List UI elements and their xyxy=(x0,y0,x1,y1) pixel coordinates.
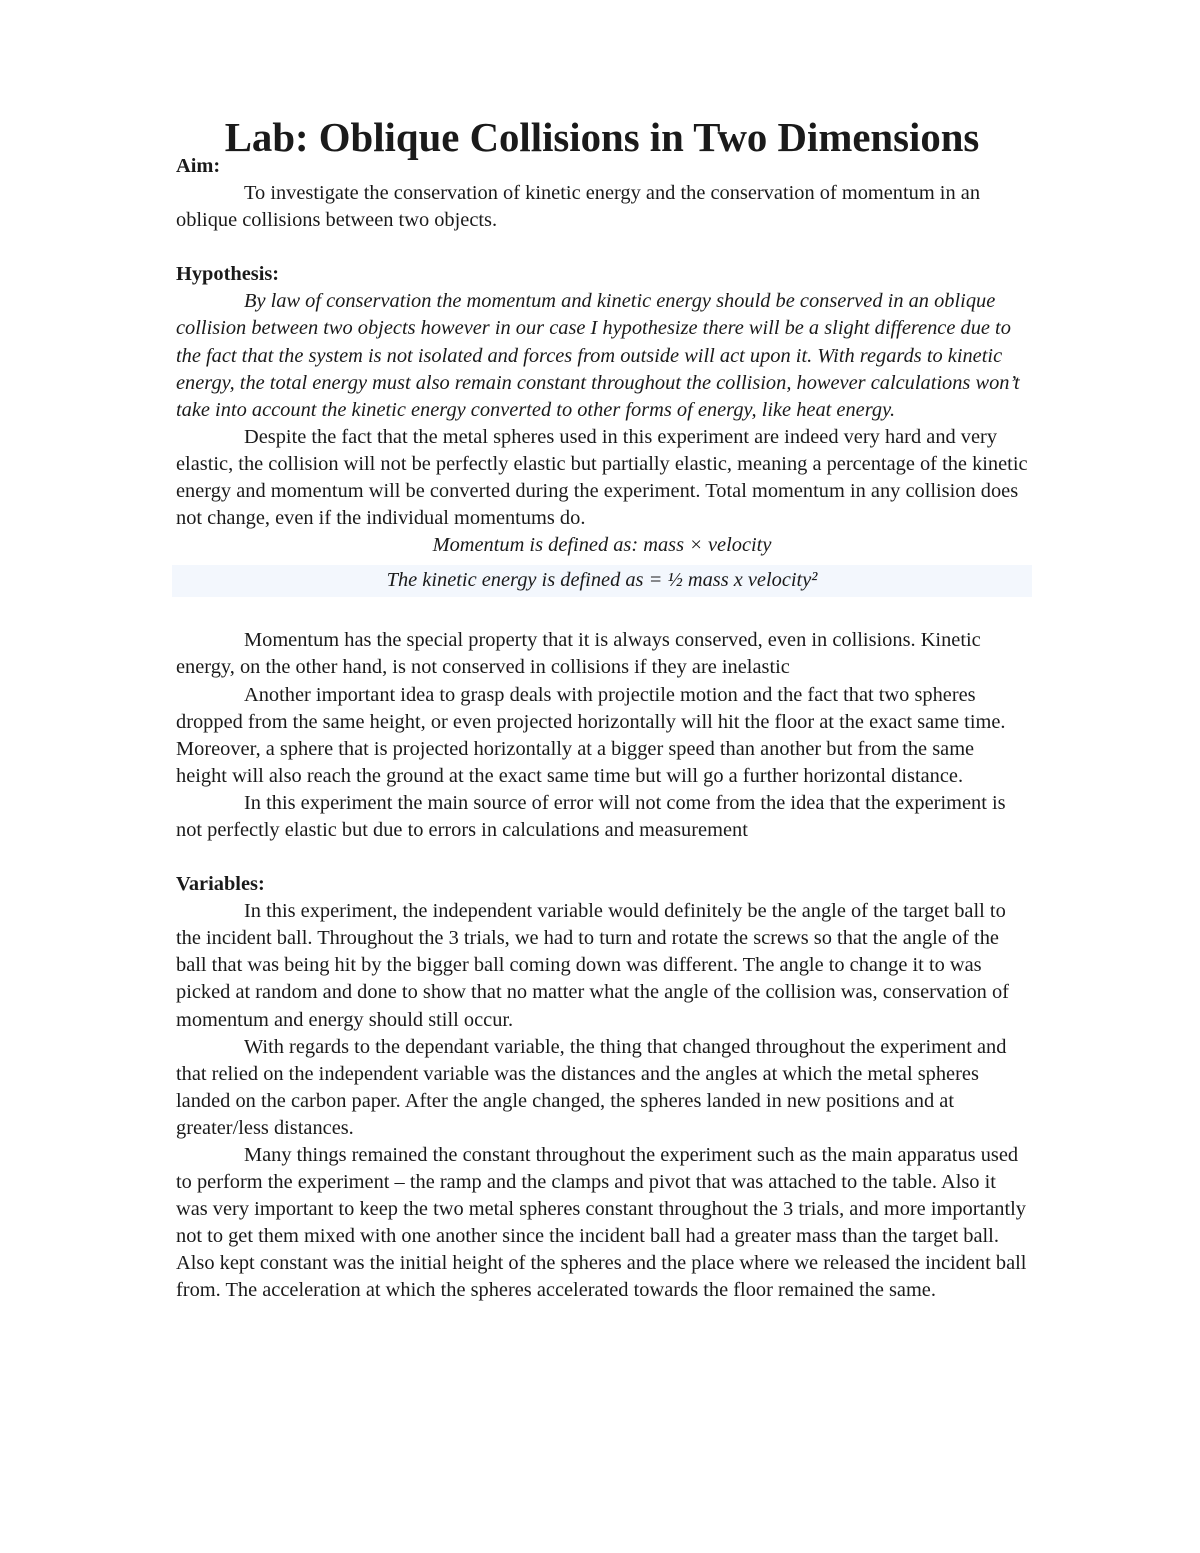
document-title: Lab: Oblique Collisions in Two Dimensions xyxy=(224,115,980,160)
aim-section xyxy=(176,153,1028,234)
momentum-formula: Momentum is defined as: mass × velocity xyxy=(432,534,772,557)
variables-paragraph-1: In this experiment, the independent variable would definitely be the angle of the target ball to the incident ball. Throughout the 3 trials, we had to turn and rotate the screws so that the angle of the ball that was being hit by the bigger ball coming down was different. The angle to change it to was picked at random and done to show that no matter what the angle of the collision was, conservation of momentum and energy should still occur. xyxy=(176,900,1009,1031)
hypothesis-paragraph-1: By law of conservation the momentum and kinetic energy should be conserved in an oblique collision between two objects however in our case I hypothesize there will be a slight difference due to the fact that the system is not isolated and forces from outside will act upon it. With regards to kinetic energy, the total energy must also remain constant throughout the collision, however calculations won’t take into account the kinetic energy converted to other forms of energy, like heat energy. xyxy=(176,290,1020,421)
kinetic-energy-formula-band xyxy=(172,565,1032,597)
variables-section xyxy=(176,871,1028,1305)
section-spacer xyxy=(176,844,1028,871)
variables-paragraph-2: With regards to the dependant variable, the thing that changed throughout the experiment and that relied on the independent variable was the distances and the angles at which the metal spheres landed on the carbon paper. After the angle changed, the spheres landed in new positions and at greater/less distances. xyxy=(176,1035,1007,1139)
aim-heading: Aim: xyxy=(176,155,221,177)
hypothesis-paragraph-5: In this experiment the main source of error will not come from the idea that the experiment is not perfectly elastic but due to errors in calculations and measurement xyxy=(176,791,1006,841)
hypothesis-paragraph-2: Despite the fact that the metal spheres used in this experiment are indeed very hard and very elastic, the collision will not be perfectly elastic but partially elastic, meaning a percentage of the kinetic energy and momentum will be converted during the experiment. Total momentum in any collision does not change, even if the individual momentums do. xyxy=(176,425,1028,530)
hypothesis-section xyxy=(176,261,1028,844)
hypothesis-paragraph-3: Momentum has the special property that it is always conserved, even in collisions. Kinetic energy, on the other hand, is not conserved in collisions if they are inelastic xyxy=(176,629,981,679)
variables-heading: Variables: xyxy=(176,873,265,896)
formula-spacer xyxy=(176,597,1028,627)
section-spacer xyxy=(176,234,1028,261)
variables-paragraph-3: Many things remained the constant throughout the experiment such as the main apparatus used to perform the experiment – the ramp and the clamps and pivot that was attached to the table. Also it was very important to keep the two metal spheres constant throughout the 3 trials, and more importantly not to get them mixed with one another since the incident ball had a greater mass than the target ball. Also kept constant was the initial height of the spheres and the place where we released the incident ball from. The acceleration at which the spheres accelerated towards the floor remained the same. xyxy=(176,1144,1027,1302)
hypothesis-heading: Hypothesis: xyxy=(176,263,280,286)
hypothesis-paragraph-4: Another important idea to grasp deals with projectile motion and the fact that two spheres dropped from the same height, or even projected horizontally will hit the floor at the exact same time. Moreover, a sphere that is projected horizontally at a bigger speed than another but from the same height will also reach the ground at the exact same time but will go a further horizontal distance. xyxy=(176,683,1006,787)
document-page xyxy=(176,115,1028,1305)
aim-text: To investigate the conservation of kinetic energy and the conservation of momentum in an oblique collisions between two objects. xyxy=(176,182,981,232)
kinetic-energy-formula: The kinetic energy is defined as = ½ mass x velocity² xyxy=(386,569,818,592)
